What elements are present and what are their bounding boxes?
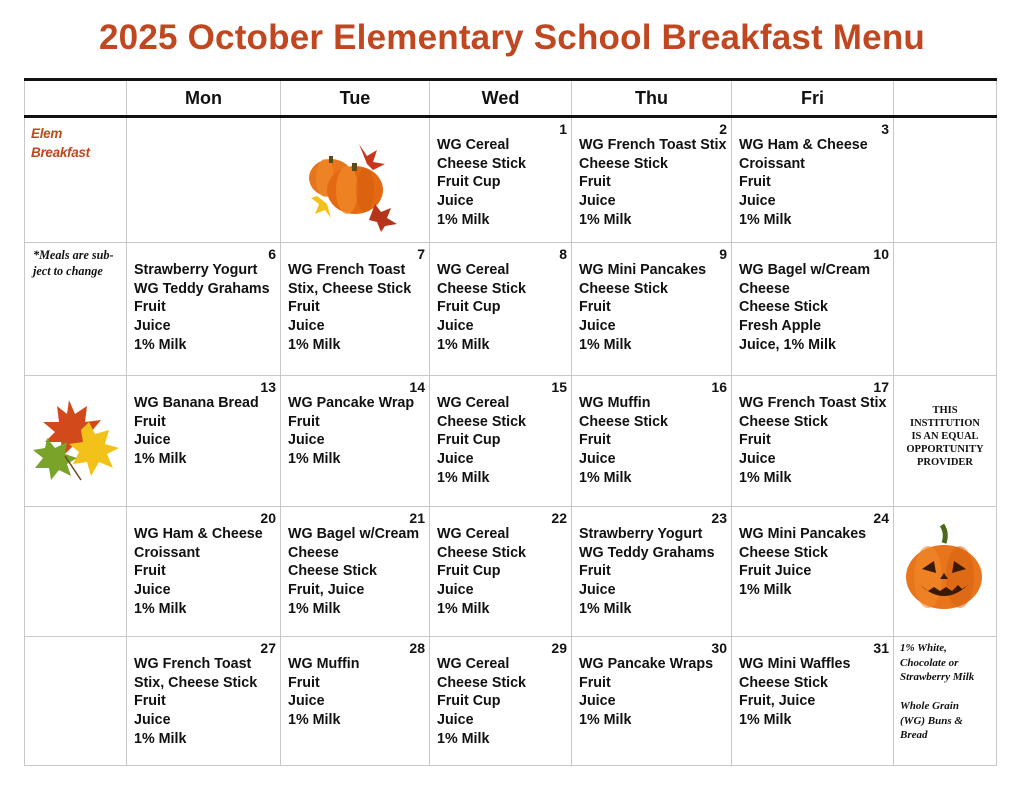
menu-item: 1% Milk [579, 712, 632, 729]
milk-bread-note [894, 637, 996, 743]
menu-item: 1% Milk [739, 469, 792, 486]
side-cell-empty [894, 243, 997, 376]
day-cell [281, 507, 430, 637]
day-number: 16 [711, 379, 727, 395]
menu-item: Juice [437, 193, 474, 210]
day-number: 2 [719, 121, 727, 137]
menu-item: Fruit Cup [437, 563, 501, 580]
menu-item: WG Pancake Wraps [579, 656, 714, 672]
jack-o-lantern-cell [894, 507, 997, 637]
menu-item: WG French Toast [288, 262, 406, 278]
menu-item: Juice [579, 582, 616, 599]
week-row [25, 507, 997, 637]
statement-line: PROVIDER [916, 457, 973, 468]
menu-item: Fruit Cup [437, 174, 501, 191]
day-number: 20 [260, 510, 276, 526]
menu-item: Cheese Stick [437, 544, 527, 561]
menu-item: Croissant [134, 544, 200, 561]
note-line [900, 685, 992, 700]
menu-item: WG Ham & Cheese [739, 137, 868, 153]
menu-item: Stix, Cheese Stick [134, 674, 258, 691]
day-number: 21 [409, 510, 425, 526]
note-line: Chocolate or [900, 656, 959, 669]
day-cell [281, 243, 430, 376]
menu-item: 1% Milk [579, 469, 632, 486]
menu-item: 1% Milk [579, 336, 632, 353]
menu-item: WG Pancake Wrap [288, 395, 415, 411]
menu-item: Cheese Stick [288, 563, 378, 580]
menu-item: Juice [134, 318, 171, 335]
menu-item: 1% Milk [288, 600, 341, 617]
menu-item: Cheese Stick [437, 413, 527, 430]
menu-item: 1% Milk [579, 600, 632, 617]
day-number: 3 [881, 121, 889, 137]
menu-item: 1% Milk [134, 600, 187, 617]
menu-item: WG Banana Bread [134, 395, 259, 411]
menu-item: WG Cereal [437, 137, 510, 153]
menu-item: WG Cereal [437, 262, 510, 278]
day-cell [127, 507, 281, 637]
side-cell-empty [894, 117, 997, 243]
note-line: 1% White, [900, 642, 947, 654]
note-line: Bread [900, 729, 928, 741]
day-cell [430, 376, 572, 507]
day-number: 7 [417, 246, 425, 262]
day-cell [732, 376, 894, 507]
day-cell [572, 376, 732, 507]
menu-item: 1% Milk [579, 211, 632, 228]
menu-item: Fruit [579, 674, 611, 691]
menu-item: Juice [579, 193, 616, 210]
day-cell-empty [281, 117, 430, 243]
day-cell [430, 243, 572, 376]
menu-item: Juice [437, 451, 474, 468]
autumn-leaves-icon [29, 392, 125, 482]
elem-breakfast-label [25, 118, 126, 162]
statement-line: OPPORTUNITY [906, 444, 984, 455]
menu-item: WG Teddy Grahams [579, 544, 715, 561]
menu-item: Fruit Cup [437, 693, 501, 710]
menu-item: WG Cereal [437, 395, 510, 411]
menu-item: Juice [437, 582, 474, 599]
day-number: 29 [551, 640, 567, 656]
day-cell [732, 243, 894, 376]
menu-item: Fruit [739, 432, 771, 449]
menu-item: Juice [579, 451, 616, 468]
menu-item: Juice [134, 582, 171, 599]
day-number: 10 [873, 246, 889, 262]
menu-item: Cheese Stick [579, 155, 669, 172]
day-cell [572, 637, 732, 766]
menu-item: WG French Toast Stix [739, 395, 887, 411]
note-line: Strawberry Milk [900, 671, 975, 683]
day-cell [430, 507, 572, 637]
jack-o-lantern-icon [902, 521, 986, 613]
menu-calendar [24, 78, 997, 766]
side-cell [25, 376, 127, 507]
menu-item: Cheese Stick [437, 155, 527, 172]
menu-item: Juice [739, 451, 776, 468]
header-tue: Tue [281, 80, 430, 117]
day-number: 15 [551, 379, 567, 395]
menu-item: 1% Milk [739, 712, 792, 729]
menu-item: Cheese Stick [739, 299, 829, 316]
menu-item: Juice [288, 318, 325, 335]
menu-item: Fruit [288, 413, 320, 430]
header-blank-right [894, 80, 997, 117]
header-mon: Mon [127, 80, 281, 117]
menu-item: 1% Milk [437, 600, 490, 617]
day-number: 6 [268, 246, 276, 262]
menu-item: Fruit [288, 674, 320, 691]
day-number: 23 [711, 510, 727, 526]
day-cell [127, 637, 281, 766]
menu-item: WG Teddy Grahams [134, 280, 270, 297]
menu-item: WG French Toast [134, 656, 252, 672]
day-number: 31 [873, 640, 889, 656]
meals-change-note [25, 243, 126, 279]
day-cell [127, 243, 281, 376]
equal-opportunity-cell [894, 376, 997, 507]
page-title: 2025 October Elementary School Breakfast Menu [99, 18, 925, 57]
day-cell [732, 637, 894, 766]
menu-item: 1% Milk [437, 336, 490, 353]
menu-item: Strawberry Yogurt [579, 526, 703, 542]
menu-item: Fruit Cup [437, 432, 501, 449]
menu-item: Cheese [739, 280, 790, 297]
menu-item: Fresh Apple [739, 318, 822, 335]
week-row [25, 117, 997, 243]
day-number: 28 [409, 640, 425, 656]
equal-opportunity-statement [894, 376, 996, 469]
menu-item: 1% Milk [739, 211, 792, 228]
day-cell-empty [127, 117, 281, 243]
day-number: 9 [719, 246, 727, 262]
side-cell-empty [25, 507, 127, 637]
menu-item: WG Ham & Cheese [134, 526, 263, 542]
week-row [25, 376, 997, 507]
menu-item: Strawberry Yogurt [134, 262, 258, 278]
menu-item: 1% Milk [437, 469, 490, 486]
note-line: Whole Grain [900, 700, 959, 712]
menu-item: Fruit [579, 299, 611, 316]
menu-item: Fruit [739, 174, 771, 191]
menu-item: 1% Milk [437, 730, 490, 747]
menu-item: 1% Milk [288, 712, 341, 729]
statement-line: IS AN EQUAL [911, 431, 979, 442]
menu-item: 1% Milk [134, 451, 187, 468]
label-line: Elem [31, 126, 63, 141]
menu-item: Fruit [134, 693, 166, 710]
menu-item: Fruit [579, 432, 611, 449]
week-row [25, 243, 997, 376]
day-cell [430, 117, 572, 243]
menu-item: Juice, 1% Milk [739, 336, 836, 353]
menu-item: Juice [437, 712, 474, 729]
header-fri: Fri [732, 80, 894, 117]
menu-item: Cheese Stick [579, 280, 669, 297]
day-number: 8 [559, 246, 567, 262]
menu-item: Fruit Cup [437, 299, 501, 316]
day-number: 1 [559, 121, 567, 137]
menu-item: WG Bagel w/Cream [739, 262, 871, 278]
day-number: 22 [551, 510, 567, 526]
menu-item: Fruit, Juice [739, 693, 816, 710]
menu-item: WG Cereal [437, 526, 510, 542]
menu-item: Cheese Stick [739, 413, 829, 430]
menu-item: WG Cereal [437, 656, 510, 672]
menu-item: Cheese Stick [437, 280, 527, 297]
menu-item: WG Muffin [288, 656, 360, 672]
menu-item: WG Bagel w/Cream [288, 526, 420, 542]
menu-item: Juice [134, 432, 171, 449]
menu-item: Fruit, Juice [288, 582, 365, 599]
note-line: (WG) Buns & [900, 714, 963, 727]
header-row [25, 80, 997, 117]
menu-item: Cheese Stick [437, 674, 527, 691]
milk-bread-note-cell [894, 637, 997, 766]
statement-line: INSTITUTION [909, 418, 981, 429]
statement-line: THIS [932, 405, 958, 416]
menu-item: Fruit [134, 563, 166, 580]
menu-item: WG Muffin [579, 395, 651, 411]
menu-item: 1% Milk [288, 336, 341, 353]
menu-item: Cheese [288, 544, 339, 561]
menu-item: Fruit [134, 413, 166, 430]
menu-item: Juice [134, 712, 171, 729]
menu-item: Juice [437, 318, 474, 335]
day-cell [572, 117, 732, 243]
day-number: 13 [260, 379, 276, 395]
day-number: 27 [260, 640, 276, 656]
menu-item: Cheese Stick [579, 413, 669, 430]
day-cell [572, 507, 732, 637]
day-cell [732, 117, 894, 243]
day-cell [572, 243, 732, 376]
menu-item: Juice [579, 318, 616, 335]
menu-item: WG Mini Waffles [739, 656, 851, 672]
header-blank-left [25, 80, 127, 117]
day-number: 30 [711, 640, 727, 656]
menu-item: Cheese Stick [739, 674, 829, 691]
label-line: Breakfast [31, 145, 90, 160]
day-number: 17 [873, 379, 889, 395]
menu-item: 1% Milk [739, 582, 792, 599]
menu-item: WG Mini Pancakes [579, 262, 707, 278]
menu-item: Juice [739, 193, 776, 210]
menu-item: WG Mini Pancakes [739, 526, 867, 542]
note-line: ject to change [33, 264, 103, 278]
menu-item: 1% Milk [288, 451, 341, 468]
menu-item: Stix, Cheese Stick [288, 280, 412, 297]
week-row [25, 637, 997, 766]
day-cell [127, 376, 281, 507]
pumpkins-icon [297, 138, 407, 233]
menu-item: Juice [288, 693, 325, 710]
day-cell [281, 637, 430, 766]
menu-item: WG French Toast Stix [579, 137, 727, 153]
day-cell [732, 507, 894, 637]
header-thu: Thu [572, 80, 732, 117]
day-number: 14 [409, 379, 425, 395]
menu-item: 1% Milk [134, 730, 187, 747]
menu-item: Croissant [739, 155, 805, 172]
header-wed: Wed [430, 80, 572, 117]
day-number: 24 [873, 510, 889, 526]
menu-item: 1% Milk [437, 211, 490, 228]
side-cell-empty [25, 637, 127, 766]
menu-item: 1% Milk [134, 336, 187, 353]
menu-item: Fruit [134, 299, 166, 316]
menu-item: Juice [288, 432, 325, 449]
side-cell [25, 243, 127, 376]
day-cell [430, 637, 572, 766]
menu-item: Fruit [579, 563, 611, 580]
menu-item: Juice [579, 693, 616, 710]
side-cell [25, 117, 127, 243]
menu-item: Fruit [288, 299, 320, 316]
day-cell [281, 376, 430, 507]
menu-item: Fruit [579, 174, 611, 191]
note-line: *Meals are sub- [33, 248, 114, 262]
menu-item: Cheese Stick [739, 544, 829, 561]
menu-item: Fruit Juice [739, 563, 812, 580]
